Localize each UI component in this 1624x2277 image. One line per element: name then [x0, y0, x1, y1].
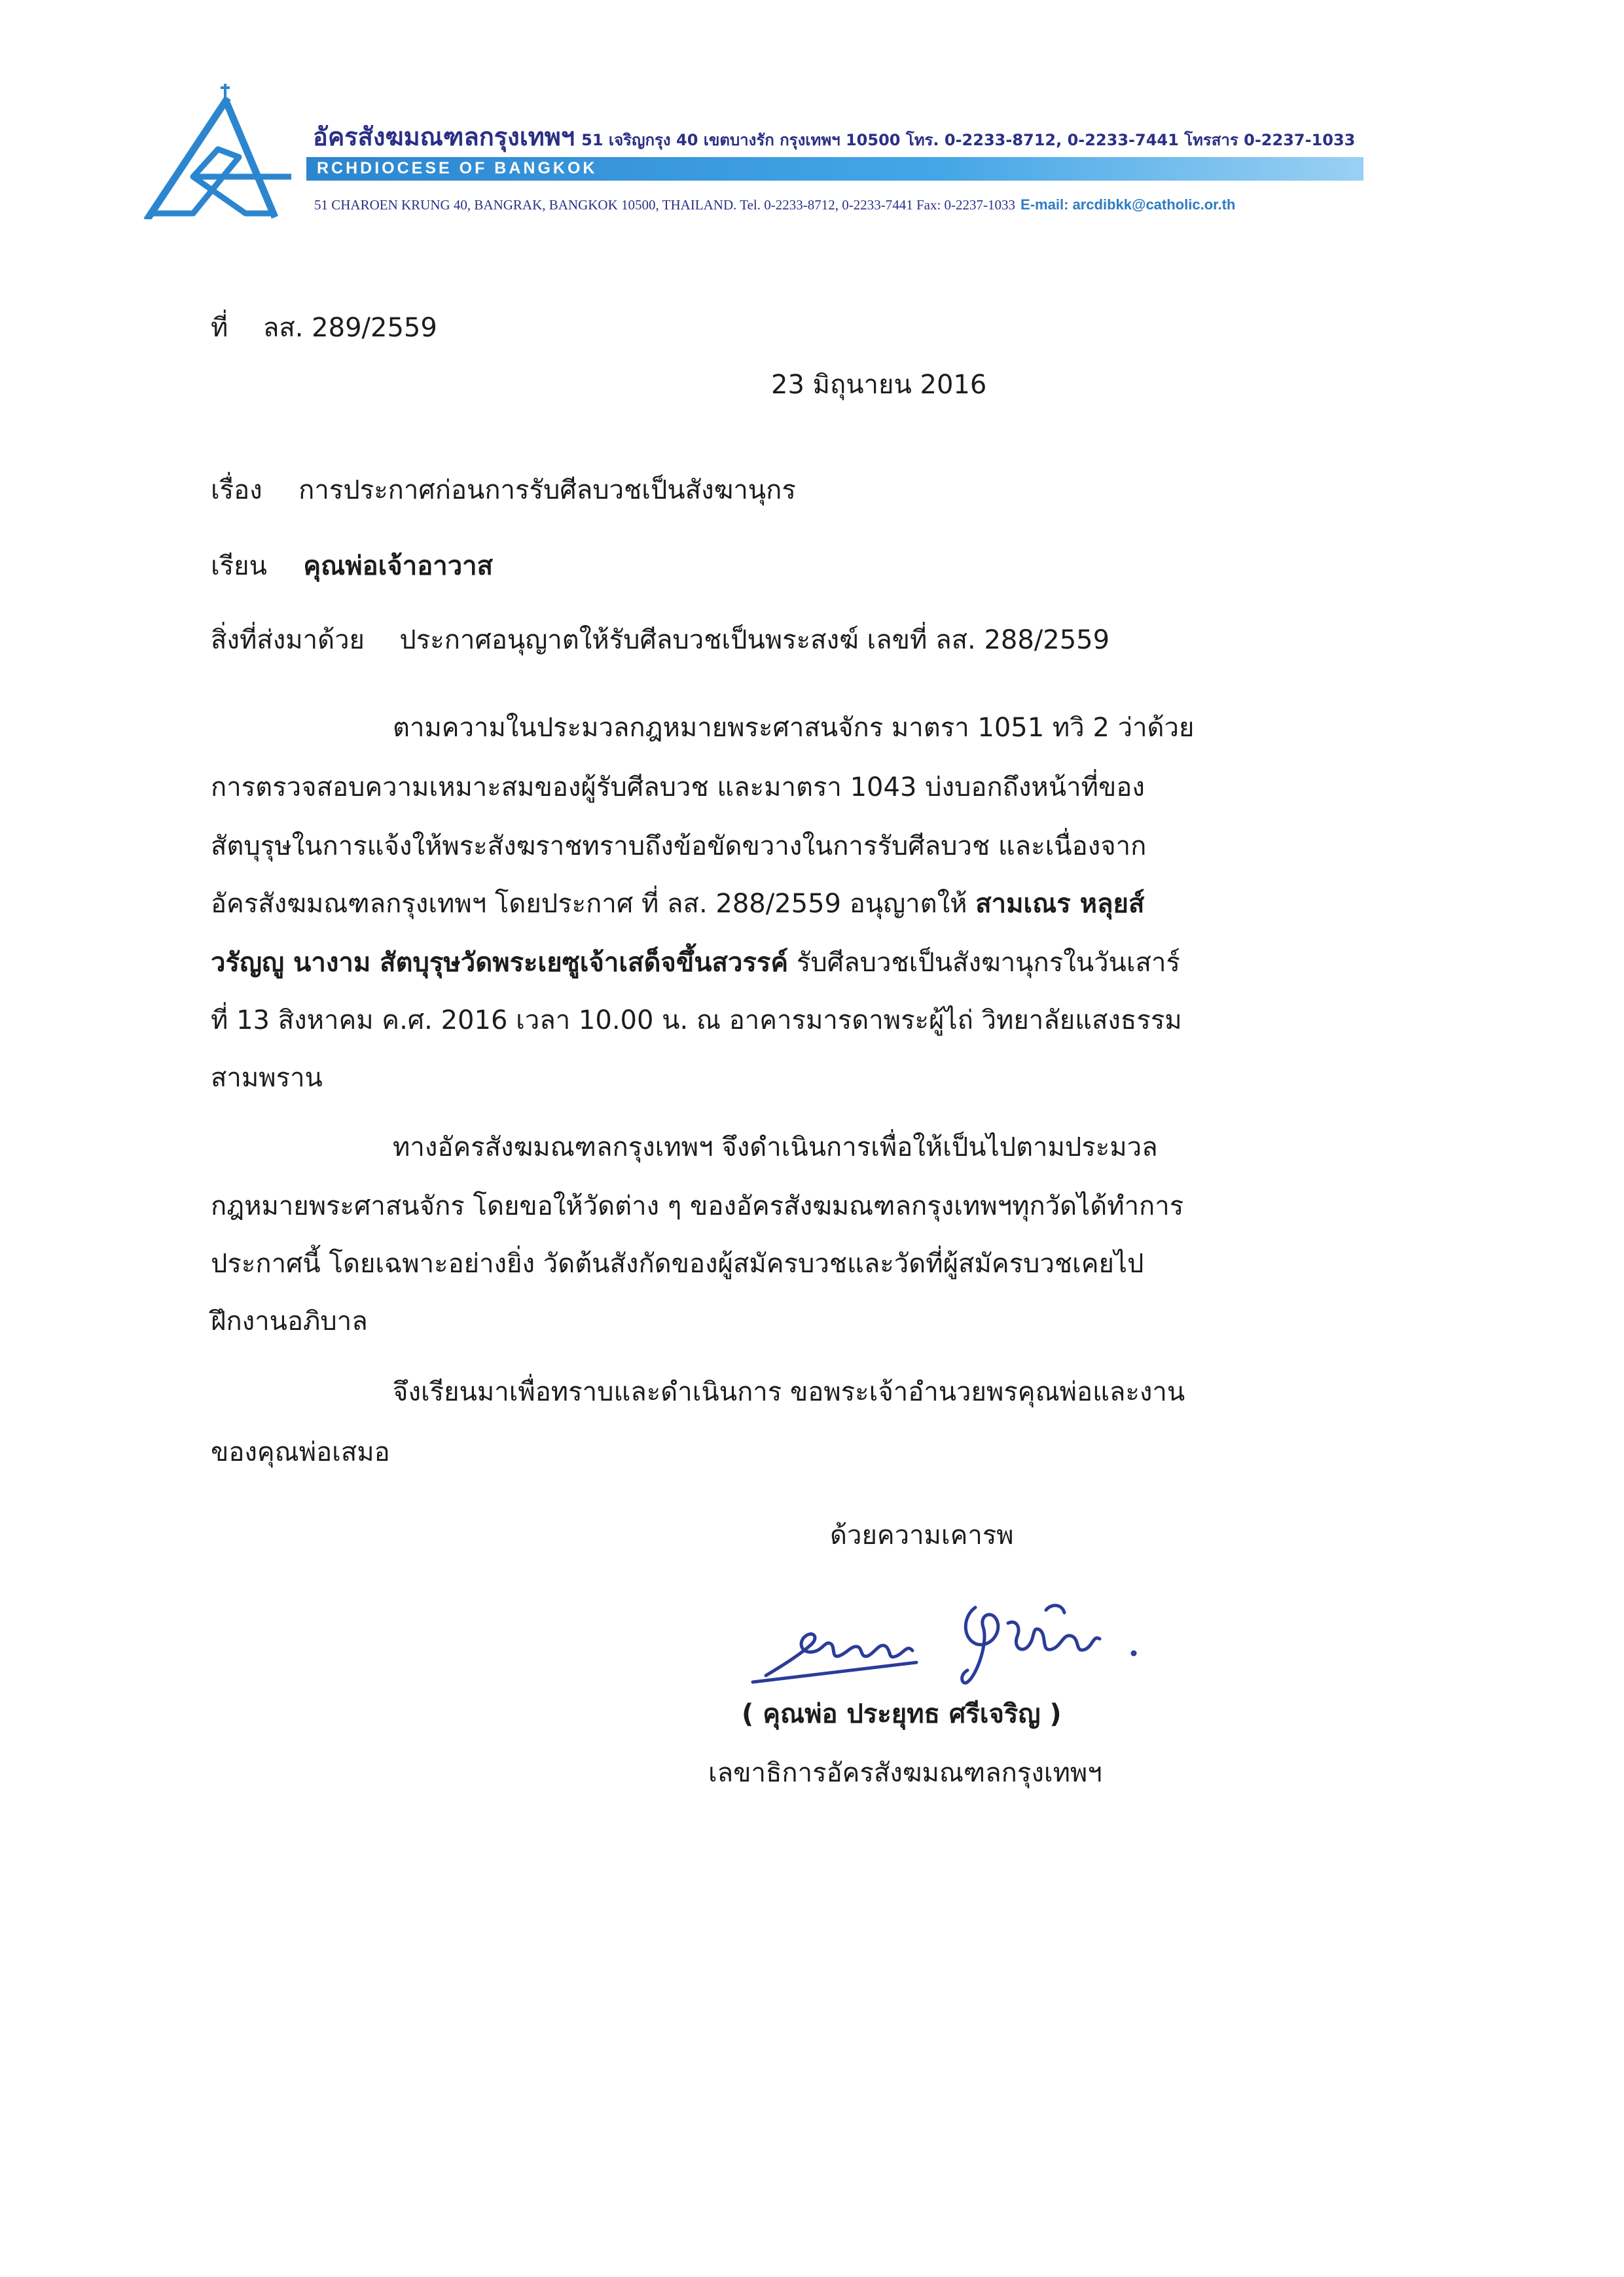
enclosure-text: ประกาศอนุญาตให้รับศีลบวชเป็นพระสงฆ์ เลขที่ ลส. 288/2559 — [399, 625, 1110, 655]
paragraph-line: ที่ 13 สิงหาคม ค.ศ. 2016 เวลา 10.00 น. ณ อาคารมารดาพระผู้ไถ่ วิทยาลัยแสงธรรม — [211, 1005, 1182, 1035]
letter-date: 23 มิถุนายน 2016 — [771, 370, 987, 400]
paragraph-line: ฝึกงานอภิบาล — [211, 1306, 368, 1336]
subject-text: การประกาศก่อนการรับศีลบวชเป็นสังฆานุกร — [298, 475, 796, 505]
subject-label: เรื่อง — [211, 475, 262, 505]
letterhead-english-line — [314, 196, 1235, 213]
paragraph-line: ประกาศนี้ โดยเฉพาะอย่างยิ่ง วัดต้นสังกัดของผู้สมัครบวชและวัดที่ผู้สมัครบวชเคยไป — [211, 1249, 1144, 1279]
paragraph-line — [211, 941, 1180, 983]
paragraph-line: สัตบุรุษในการแจ้งให้พระสังฆราชทราบถึงข้อขัดขวางในการรับศีลบวช และเนื่องจาก — [211, 831, 1147, 861]
reference-label: ที่ — [211, 313, 228, 343]
paragraph-line: ตามความในประมวลกฎหมายพระศาสนจักร มาตรา 1051 ทวิ 2 ว่าด้วย — [393, 713, 1195, 743]
closing-salutation: ด้วยความเคารพ — [830, 1520, 1014, 1551]
recipient-line — [211, 545, 493, 586]
signatory-title: เลขาธิการอัครสังฆมณฑลกรุงเทพฯ — [708, 1758, 1102, 1788]
subject-line — [211, 469, 796, 511]
org-name-thai: อัครสังฆมณฑลกรุงเทพฯ — [313, 122, 575, 151]
paragraph-text: อัครสังฆมณฑลกรุงเทพฯ โดยประกาศ ที่ ลส. 288/2559 อนุญาตให้ — [211, 889, 976, 919]
org-address-thai: 51 เจริญกรุง 40 เขตบางรัก กรุงเทพฯ 10500 โทร. 0-2233-8712, 0-2233-7441 โทรสาร 0-2237-1033 — [581, 131, 1356, 149]
paragraph-line: ทางอัครสังฆมณฑลกรุงเทพฯ จึงดำเนินการเพื่อให้เป็นไปตามประมวล — [393, 1132, 1158, 1162]
recipient-text: คุณพ่อเจ้าอาวาส — [303, 551, 494, 581]
recipient-label: เรียน — [211, 551, 267, 581]
paragraph-text: รับศีลบวชเป็นสังฆานุกรในวันเสาร์ — [788, 948, 1180, 978]
enclosure-label: สิ่งที่ส่งมาด้วย — [211, 625, 365, 655]
archdiocese-logo — [141, 79, 321, 219]
candidate-name-parish: วรัญญู นางาม สัตบุรุษวัดพระเยซูเจ้าเสด็จขึ้นสวรรค์ — [211, 948, 789, 978]
paragraph-line: สามพราน — [211, 1063, 323, 1093]
enclosure-line — [211, 619, 1110, 660]
paragraph-line: กฎหมายพระศาสนจักร โดยขอให้วัดต่าง ๆ ของอัครสังฆมณฑลกรุงเทพฯทุกวัดได้ทำการ — [211, 1191, 1184, 1221]
org-name-english: RCHDIOCESE OF BANGKOK — [317, 159, 598, 177]
paragraph-line — [211, 882, 1144, 924]
org-email-link[interactable]: E-mail: arcdibkk@catholic.or.th — [1020, 196, 1236, 213]
signatory-name: ( คุณพ่อ ประยุทธ ศรีเจริญ ) — [742, 1699, 1062, 1729]
paragraph-line: ของคุณพ่อเสมอ — [211, 1437, 390, 1467]
letterhead-band — [306, 157, 1363, 181]
letterhead-thai-line — [313, 117, 1355, 156]
org-address-english: 51 CHAROEN KRUNG 40, BANGRAK, BANGKOK 10500, THAILAND. Tel. 0-2233-8712, 0-2233-7441 Fax: 0-2237-1033 — [314, 197, 1016, 213]
handwritten-signature — [740, 1584, 1172, 1708]
paragraph-line: การตรวจสอบความเหมาะสมของผู้รับศีลบวช และมาตรา 1043 บ่งบอกถึงหน้าที่ของ — [211, 772, 1145, 802]
reference-value: ลส. 289/2559 — [262, 313, 437, 343]
letterhead — [0, 0, 1624, 236]
candidate-name: สามเณร หลุยส์ — [975, 889, 1145, 919]
reference-number — [211, 306, 437, 348]
paragraph-line: จึงเรียนมาเพื่อทราบและดำเนินการ ขอพระเจ้าอำนวยพรคุณพ่อและงาน — [393, 1377, 1185, 1407]
